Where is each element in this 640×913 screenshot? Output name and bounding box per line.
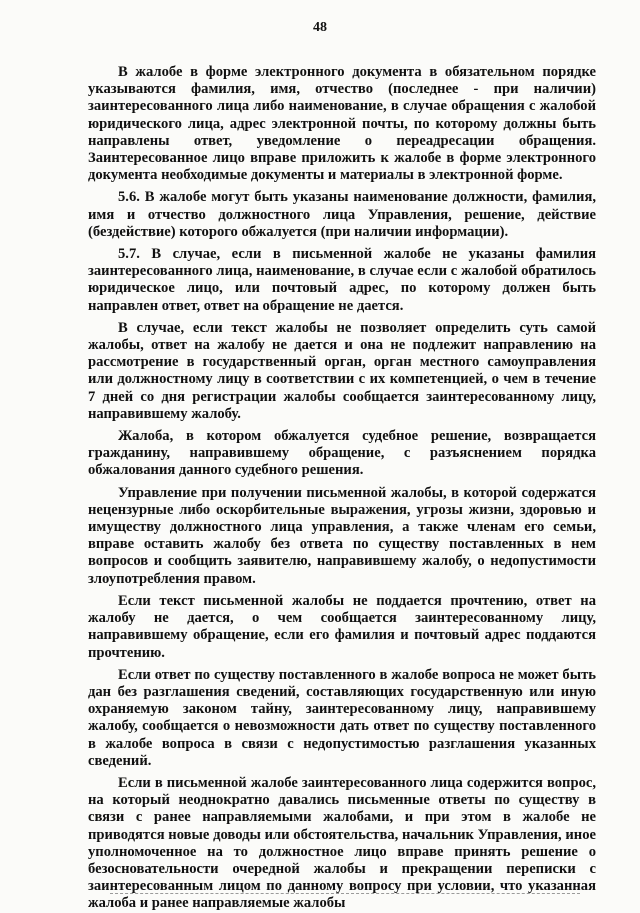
- paragraph-electronic-complaint: В жалобе в форме электронного документа в обязательном порядке указываются фамилия, имя, отчество (последнее - при наличии) заинтересованного лица либо наименование, в случае обращения с жалобой юридического лица, адрес электронной почты, по которому должны быть направлены ответ, уведомление о переадресации обращения. Заинтересованное лицо вправе приложить к жалобе в форме электронного документа необходимые документы и материалы в электронной форме.: [88, 64, 596, 184]
- paragraph-repeated-complaints: Если в письменной жалобе заинтересованного лица содержится вопрос, на который неоднократно давались письменные ответы по существу в связи с ранее направляемыми жалобами, и при этом в жалобе не приводятся новые доводы или обстоятельства, начальник Управления, иное уполномоченное на то должностное лицо вправе принять решение о безосновательности очередной жалобы и прекращении переписки с заинтересованным лицом по данному вопросу при условии, что указанная жалоба и ранее направляемые жалобы: [88, 774, 596, 912]
- paragraph-unreadable-text: Если текст письменной жалобы не поддается прочтению, ответ на жалобу не дается, о чем сообщается заинтересованному лицу, направившему обращение, если его фамилия и почтовый адрес поддаются прочтению.: [88, 592, 596, 661]
- paragraph-state-secret: Если ответ по существу поставленного в жалобе вопроса не может быть дан без разглашения сведений, составляющих государственную или иную охраняемую законом тайну, заинтересованному лицу, направившему жалобу, сообщается о невозможности дать ответ по существу поставленного в жалобе вопроса в связи с недопустимостью разглашения указанных сведений.: [88, 666, 596, 769]
- scan-edge-line: [110, 893, 580, 895]
- paragraph-5-7: 5.7. В случае, если в письменной жалобе не указаны фамилия заинтересованного лица, наименование, в случае если с жалобой обратилось юридическое лицо, или почтовый адрес, по которому должен быть направлен ответ, ответ на обращение не дается.: [88, 246, 596, 314]
- paragraph-5-6: 5.6. В жалобе могут быть указаны наименование должности, фамилия, имя и отчество должностного лица Управления, решение, действие (бездействие) которого обжалуется (при наличии информации).: [88, 189, 596, 240]
- paragraph-court-decision: Жалоба, в котором обжалуется судебное решение, возвращается гражданину, направившему обращение, с разъяснением порядка обжалования данного судебного решения.: [88, 428, 596, 479]
- page-number: 48: [313, 20, 327, 35]
- document-body: [88, 64, 596, 913]
- paragraph-unclear-complaint: В случае, если текст жалобы не позволяет определить суть самой жалобы, ответ на жалобу не дается и она не подлежит направлению на рассмотрение в государственный орган, орган местного самоуправления или должностному лицу в соответствии с их компетенцией, о чем в течение 7 дней со дня регистрации жалобы сообщается заинтересованному лицу, направившему жалобу.: [88, 319, 596, 422]
- paragraph-offensive-language: Управление при получении письменной жалобы, в которой содержатся нецензурные либо оскорбительные выражения, угрозы жизни, здоровью и имуществу должностного лица управления, а также членам его семьи, вправе оставить жалобу без ответа по существу поставленных в нем вопросов и сообщить заявителю, направившему жалобу, о недопустимости злоупотребления правом.: [88, 484, 596, 587]
